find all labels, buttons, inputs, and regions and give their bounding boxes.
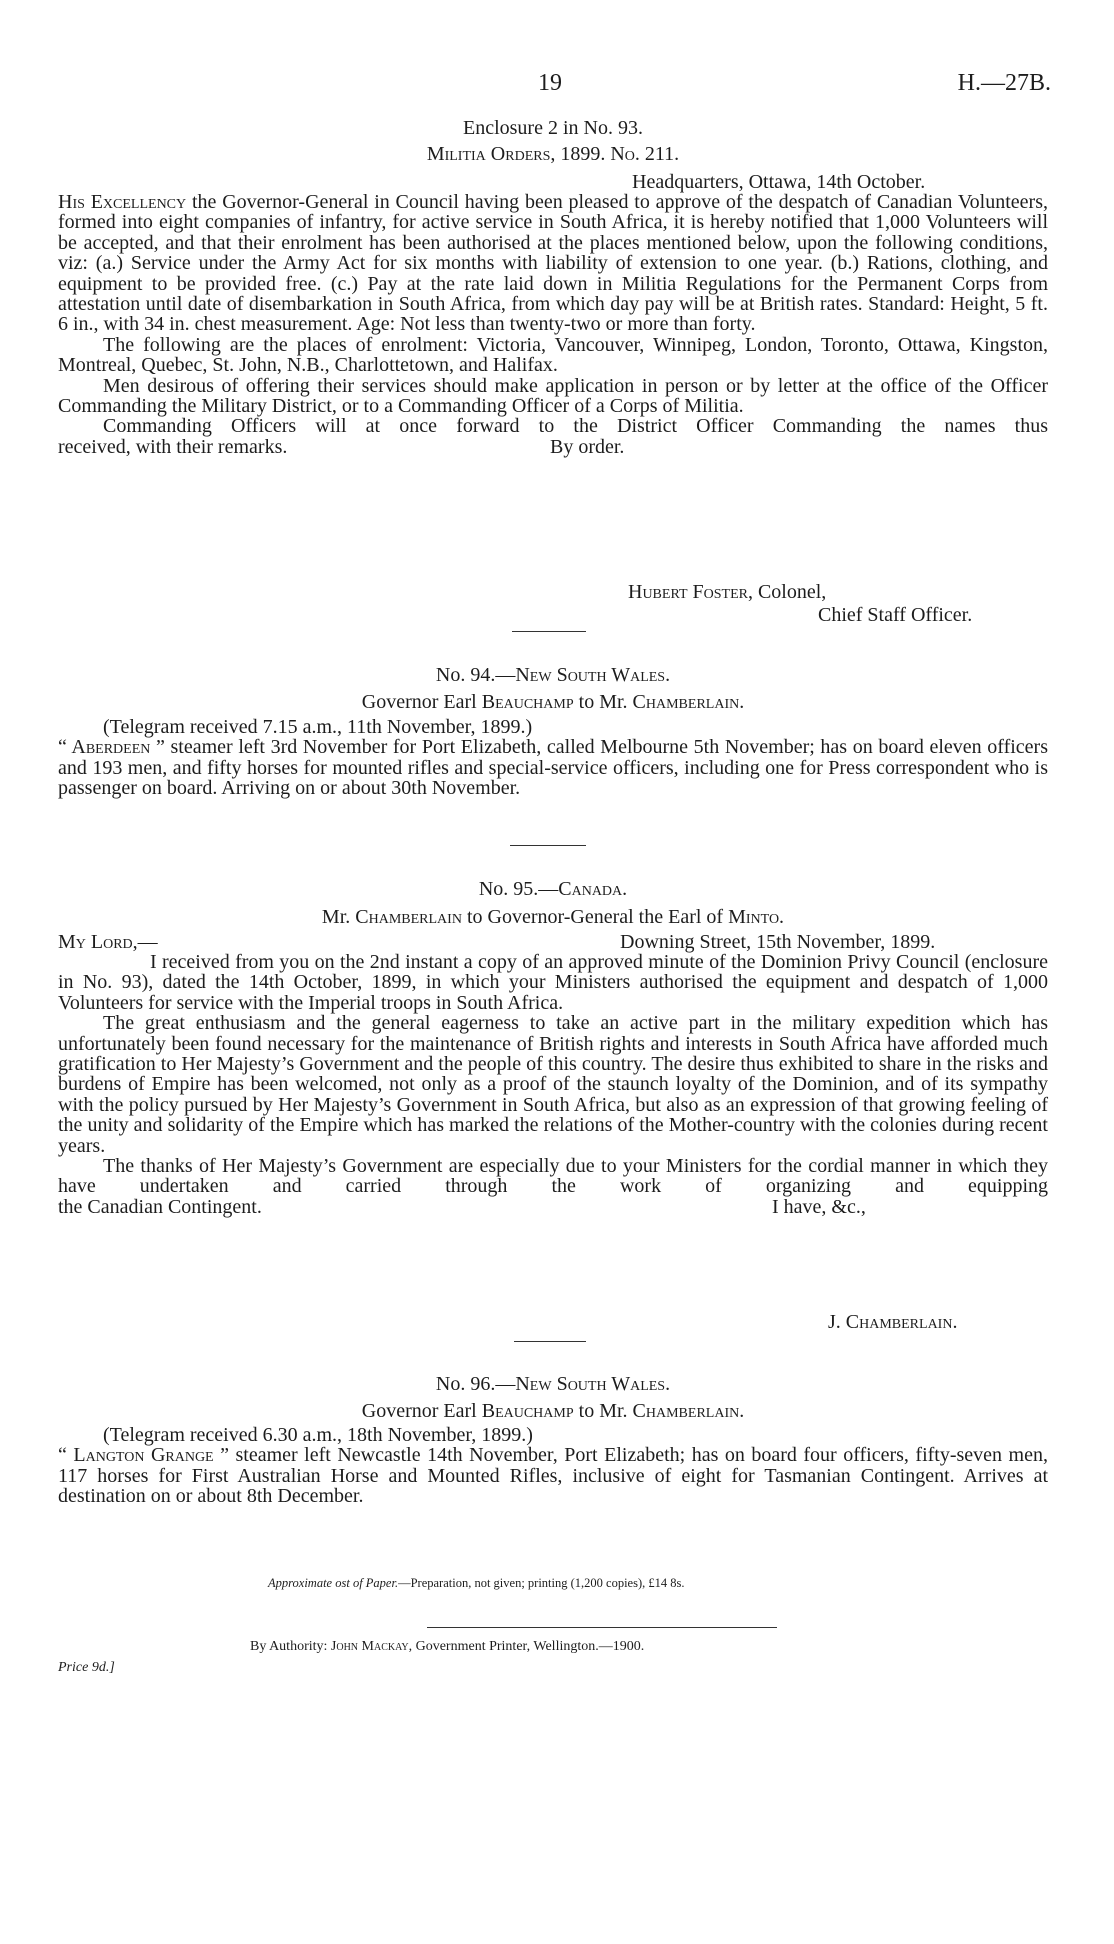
closing: I have, &c., <box>772 1195 866 1218</box>
signatory-name: Hubert Foster, <box>628 581 753 603</box>
section-divider <box>512 631 586 632</box>
enclosure-title: Enclosure 2 in No. 93. <box>463 117 643 139</box>
no95-paragraph-2: The great enthusiasm and the general eagerness to take an active part in the military expedition which has unfortunately been found necessary for the maintenance of British rights and interests in South Africa have afforded much gratification to Her Majesty’s Government and the people of this country. The desire thus exhibited to share in the risks and burdens of Empire has been welcomed, not only as a proof of the staunch loyalty of the Dominion, and of its sympathy with the policy pursued by Her Majesty’s Government in South Africa, but also as an expression of that growing feeling of the unity and solidarity of the Empire which has marked the relations of the Mother-country with the colonies during recent years. <box>58 1012 1048 1157</box>
no96-heading: No. 96.—New South Wales. <box>435 1373 671 1395</box>
no96-from-to: Governor Earl Beauchamp to Mr. Chamberlain. <box>361 1400 745 1422</box>
printer-imprint: By Authority: John Mackay, Government Printer, Wellington.—1900. <box>250 1639 645 1654</box>
enclosure-paragraph-3: Men desirous of offering their services should make application in person or by letter at the office of the Officer Commanding the Military District, or to a Commanding Officer of a Corps of Militia. <box>58 374 1048 418</box>
printer-name: John Mackay, <box>330 1639 413 1654</box>
no95-from-to: Mr. Chamberlain to Governor-General the Earl of Minto. <box>321 906 785 928</box>
signatory-title: Chief Staff Officer. <box>818 604 973 626</box>
section-divider <box>514 1341 586 1342</box>
no96-body <box>58 1425 1048 1507</box>
no94-message: “ Aberdeen ” steamer left 3rd November for Port Elizabeth, called Melbourne 5th November; has on board eleven officers and 193 men, and fifty horses for mounted rifles and special-service officers, including one for Press correspondent who is passenger on board. Arriving on or about 30th November. <box>58 736 1048 800</box>
place-date: Downing Street, 15th November, 1899. <box>620 931 936 953</box>
no94-ship-name: “ Aberdeen ” <box>58 736 165 759</box>
signature: J. Chamberlain. <box>828 1311 958 1333</box>
enclosure-paragraph-1: His Excellency the Governor-General in Council having been pleased to approve of the despatch of Canadian Volunteers, formed into eight companies of infantry, for active service in South Africa, it is hereby notified that 1,000 Volunteers will be accepted, and that their enrolment has been authorised at the places mentioned below, upon the following conditions, viz: (a.) Service under the Army Act for six months with liability of extension to one year. (b.) Rations, clothing, and equipment to be provided free. (c.) Pay at the rate laid down in Militia Regulations for the Permanent Corps from attestation until date of disembarkation in South Africa, from which day pay will be at British rates. Standard: Height, 5 ft. 6 in., with 34 in. chest measurement. Age: Not less than twenty-two or more than forty. <box>58 191 1048 336</box>
no94-heading: No. 94.—New South Wales. <box>435 664 671 686</box>
no95-body <box>58 952 1048 1217</box>
no94-telegram-line: (Telegram received 7.15 a.m., 11th November, 1899.) <box>103 716 533 738</box>
militia-orders-heading: Militia Orders, 1899. No. 211. <box>426 143 680 165</box>
section-divider <box>510 845 586 846</box>
enclosure-paragraph-4-end: received, with their remarks. <box>58 435 288 458</box>
salutation: My Lord,— <box>58 931 158 953</box>
enclosure-paragraph-2: The following are the places of enrolment: Victoria, Vancouver, Winnipeg, London, Toronto, Ottawa, Kingston, Montreal, Quebec, St. John, N.B., Charlottetown, and Halifax. <box>58 333 1048 377</box>
no96-ship-name: “ Langton Grange ” <box>58 1444 229 1467</box>
no95-paragraph-1: I received from you on the 2nd instant a copy of an approved minute of the Dominion Privy Council (enclosure in No. 93), dated the 14th October, 1899, in which your Ministers authorised the equipment and despatch of 1,000 Volunteers for service with the Imperial troops in South Africa. <box>58 951 1048 1014</box>
no96-telegram-line: (Telegram received 6.30 a.m., 18th November, 1899.) <box>103 1424 533 1446</box>
no94-body <box>58 717 1048 799</box>
no95-paragraph-3-end: the Canadian Contingent. <box>58 1195 262 1218</box>
footer-rule <box>427 1627 777 1628</box>
no94-from-to: Governor Earl Beauchamp to Mr. Chamberlain. <box>361 691 745 713</box>
no96-message: “ Langton Grange ” steamer left Newcastle 14th November, Port Elizabeth; has on board four officers, fifty-seven men, 117 horses for First Australian Horse and Mounted Rifles, inclusive of eight for Tasmanian Contingent. Arrives at destination on or about 8th December. <box>58 1444 1048 1508</box>
no95-paragraph-3: The thanks of Her Majesty’s Government are especially due to your Ministers for the cordial manner in which they have undertaken and carried through the work of organizing and equipping <box>58 1155 1048 1198</box>
headquarters-line: Headquarters, Ottawa, 14th October. <box>632 171 926 193</box>
lead-words: His Excellency <box>58 191 187 213</box>
cost-of-paper-note: Approximate ost of Paper.—Preparation, not given; printing (1,200 copies), £14 8s. <box>268 1576 685 1590</box>
by-order: By order. <box>550 435 625 458</box>
signatory-rank: Colonel, <box>752 581 827 603</box>
enclosure-paragraph-4: Commanding Officers will at once forward to the District Officer Commanding the names thus <box>103 415 1048 438</box>
document-reference: H.—27B. <box>957 70 1051 96</box>
no95-heading: No. 95.—Canada. <box>478 878 628 900</box>
price: Price 9d.] <box>58 1660 115 1675</box>
enclosure-body <box>58 192 1048 457</box>
signatory-line <box>628 580 826 604</box>
page-number: 19 <box>538 70 562 96</box>
